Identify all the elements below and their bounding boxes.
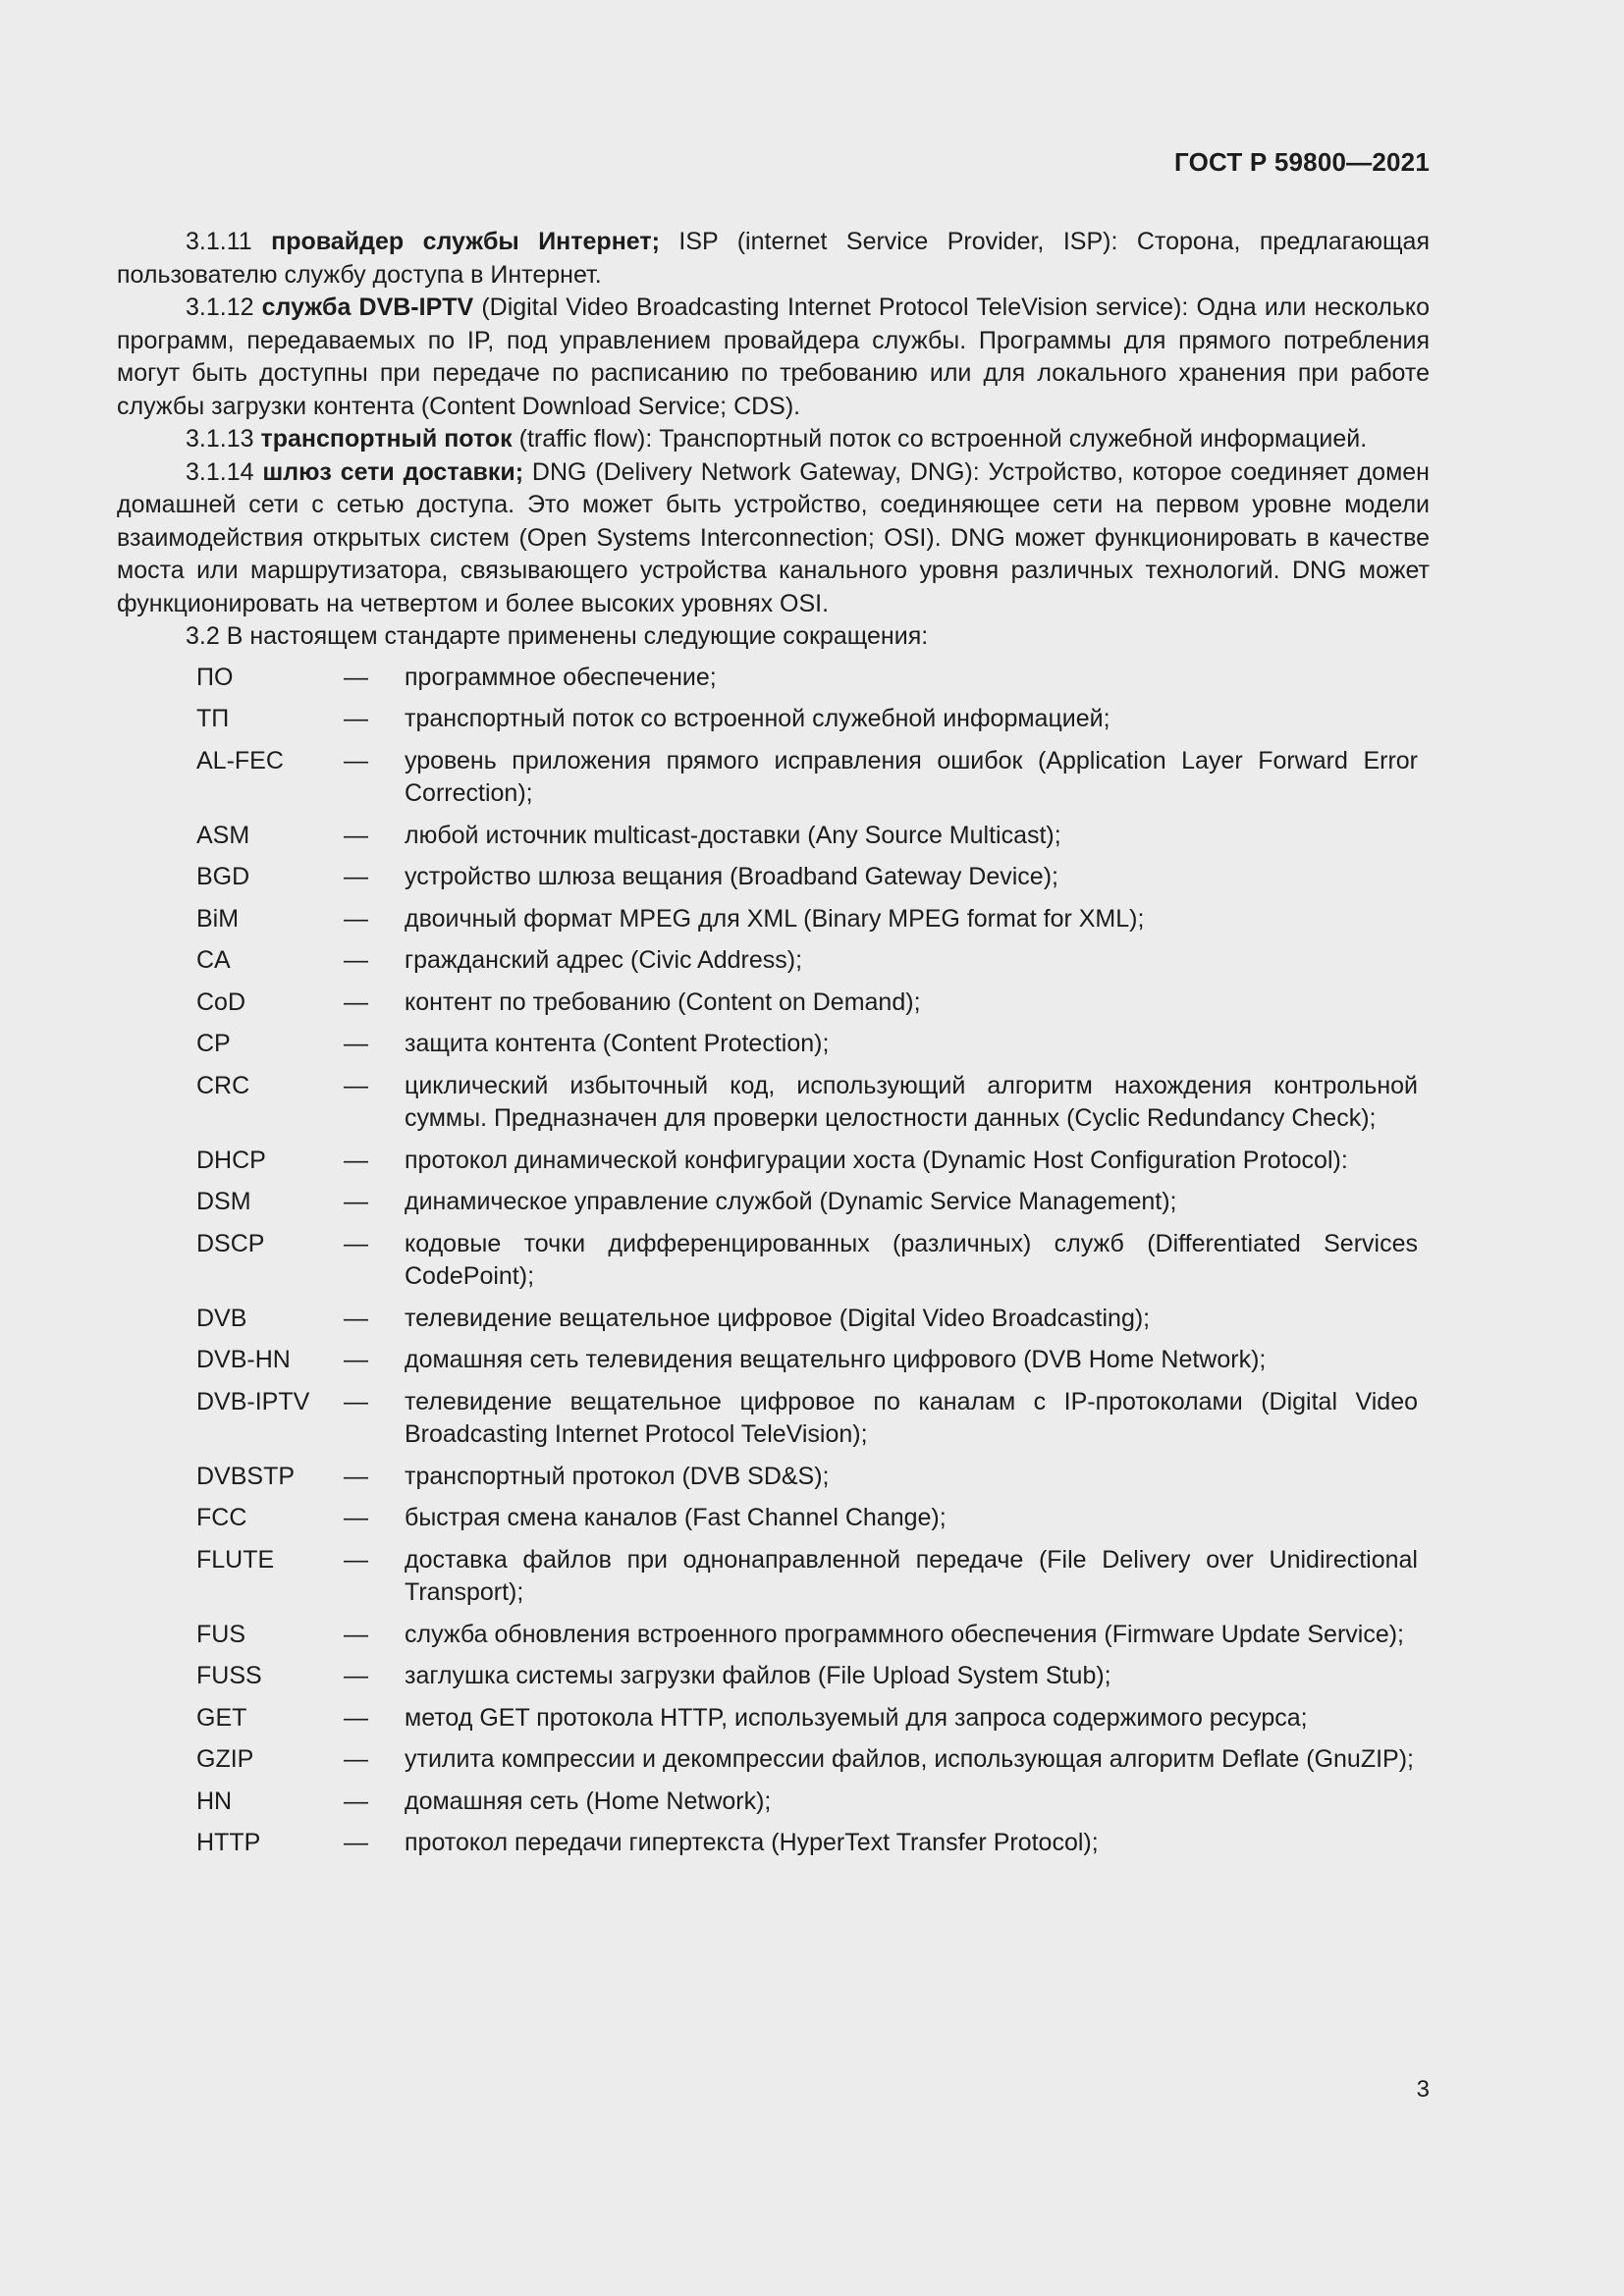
abbreviation-definition: телевидение вещательное цифровое по каналам с IP-протоколами (Digital Video Broadcasting Internet Protocol TeleVision); bbox=[405, 1387, 1418, 1448]
definition-3-1-12 bbox=[117, 292, 1430, 423]
definition-number: 3.1.11 bbox=[186, 228, 252, 255]
abbreviation-dash: — bbox=[344, 705, 368, 732]
abbreviation-term: DHCP bbox=[196, 1146, 266, 1174]
abbreviation-definition: доставка файлов при однонаправленной передаче (File Delivery over Unidirectional Transport); bbox=[405, 1545, 1418, 1606]
abbreviation-row bbox=[117, 1028, 1430, 1061]
abbreviation-definition: устройство шлюза вещания (Broadband Gateway Device); bbox=[405, 863, 1058, 890]
abbreviation-term: HN bbox=[196, 1787, 233, 1815]
abbreviation-row bbox=[117, 1743, 1430, 1777]
abbreviation-definition: протокол динамической конфигурации хоста (Dynamic Host Configuration Protocol): bbox=[405, 1146, 1348, 1174]
abbreviation-dash: — bbox=[344, 1188, 368, 1215]
abbreviation-term: DSM bbox=[196, 1188, 251, 1215]
definition-3-1-14 bbox=[117, 456, 1430, 621]
definition-number: 3.1.13 bbox=[186, 425, 254, 453]
abbreviation-row bbox=[117, 1702, 1430, 1735]
abbreviation-definition: заглушка системы загрузки файлов (File Upload System Stub); bbox=[405, 1662, 1111, 1689]
abbreviation-row bbox=[117, 1827, 1430, 1860]
abbreviation-dash: — bbox=[344, 1387, 368, 1415]
abbreviation-term: BiM bbox=[196, 904, 240, 933]
abbreviation-term: ASM bbox=[196, 821, 250, 849]
abbreviation-term: CA bbox=[196, 946, 231, 974]
definition-number: 3.1.12 bbox=[186, 294, 254, 321]
abbreviation-dash: — bbox=[344, 1745, 368, 1773]
page-number: 3 bbox=[1416, 2076, 1430, 2103]
abbreviation-term: ТП bbox=[196, 705, 230, 732]
abbreviation-term: DSCP bbox=[196, 1229, 265, 1257]
abbreviation-row bbox=[117, 820, 1430, 853]
abbreviation-row bbox=[117, 1786, 1430, 1819]
abbreviation-dash: — bbox=[344, 1787, 368, 1815]
abbreviation-row bbox=[117, 1070, 1430, 1136]
abbreviation-row bbox=[117, 1386, 1430, 1452]
definition-term: шлюз сети доставки; bbox=[262, 457, 524, 486]
definition-3-1-13 bbox=[117, 423, 1430, 456]
abbreviation-dash: — bbox=[344, 1304, 368, 1332]
definition-term: провайдер службы Интернет; bbox=[271, 228, 660, 255]
abbreviation-definition: быстрая смена каналов (Fast Channel Change); bbox=[405, 1504, 947, 1531]
abbreviation-row bbox=[117, 662, 1430, 695]
abbreviation-row bbox=[117, 1303, 1430, 1336]
definition-term: служба DVB-IPTV bbox=[261, 294, 474, 321]
abbreviation-dash: — bbox=[344, 863, 368, 890]
abbreviation-definition: кодовые точки дифференцированных (различных) служб (Differentiated Services CodePoint); bbox=[405, 1229, 1418, 1290]
abbreviation-term: FUS bbox=[196, 1620, 245, 1648]
abbreviation-dash: — bbox=[344, 904, 368, 933]
abbreviation-definition: циклический избыточный код, использующий алгоритм нахождения контрольной суммы. Предназначен для проверки целостности данных (Cyclic Redundancy Check); bbox=[405, 1071, 1418, 1132]
abbreviation-row bbox=[117, 1228, 1430, 1294]
abbreviation-dash: — bbox=[344, 1229, 368, 1257]
abbreviation-dash: — bbox=[344, 1620, 368, 1648]
abbreviation-definition: уровень приложения прямого исправления ошибок (Application Layer Forward Error Correction); bbox=[405, 746, 1418, 807]
abbreviation-definition: контент по требованию (Content on Demand); bbox=[405, 988, 921, 1016]
definition-text: (Digital Video Broadcasting Internet Protocol TeleVision service): Одна или несколько программ, передаваемых по IP, под управлением провайдера службы. Программы для прямого потребления могут быть доступны при передаче по расписанию по требованию или для локального хранения при работе службы загрузки контента (Content Download Service; CDS). bbox=[117, 294, 1430, 420]
abbreviation-dash: — bbox=[344, 1071, 368, 1099]
abbreviation-term: BGD bbox=[196, 863, 250, 890]
abbreviation-row bbox=[117, 745, 1430, 811]
abbreviation-term: AL-FEC bbox=[196, 746, 284, 774]
abbreviation-dash: — bbox=[344, 821, 368, 849]
abbreviation-definition: динамическое управление службой (Dynamic Service Management); bbox=[405, 1188, 1177, 1215]
abbreviation-row bbox=[117, 903, 1430, 936]
abbreviation-term: GZIP bbox=[196, 1745, 254, 1773]
abbreviation-dash: — bbox=[344, 1462, 368, 1490]
abbreviation-definition: программное обеспечение; bbox=[405, 663, 717, 691]
abbreviation-term: CoD bbox=[196, 988, 246, 1016]
abbreviation-term: CRC bbox=[196, 1071, 250, 1099]
abbreviation-definition: транспортный протокол (DVB SD&S); bbox=[405, 1462, 830, 1490]
abbreviation-dash: — bbox=[344, 1504, 368, 1531]
abbreviation-row bbox=[117, 703, 1430, 736]
abbreviation-term: ПО bbox=[196, 663, 234, 691]
abbreviation-term: DVB-HN bbox=[196, 1346, 291, 1373]
abbreviation-dash: — bbox=[344, 988, 368, 1016]
definition-text: DNG (Delivery Network Gateway, DNG): Устройство, которое соединяет домен домашней сети с сетью доступа. Это может быть устройство, соединяющее сети на первом уровне модели взаимодействия открытых систем (Open Systems Interconnection; OSI). DNG может функционировать в качестве моста или маршрутизатора, связывающего устройства канального уровня различных технологий. DNG может функционировать на четвертом и более высоких уровнях OSI. bbox=[117, 457, 1430, 617]
abbreviation-dash: — bbox=[344, 746, 368, 774]
abbreviation-row bbox=[117, 1461, 1430, 1494]
abbreviation-row bbox=[117, 1544, 1430, 1610]
abbreviation-term: DVBSTP bbox=[196, 1462, 296, 1490]
abbreviation-dash: — bbox=[344, 1030, 368, 1057]
abbreviation-definition: любой источник multicast-доставки (Any Source Multicast); bbox=[405, 821, 1061, 849]
abbreviation-definition: двоичный формат MPEG для XML (Binary MPEG format for XML); bbox=[405, 904, 1145, 933]
abbreviation-row bbox=[117, 861, 1430, 894]
definition-text: ISP (internet Service Provider, ISP): Сторона, предлагающая пользователю службу доступа в Интернет. bbox=[117, 228, 1431, 289]
abbreviation-definition: служба обновления встроенного программного обеспечения (Firmware Update Service); bbox=[405, 1620, 1404, 1648]
abbreviation-row bbox=[117, 1186, 1430, 1219]
abbreviation-row bbox=[117, 987, 1430, 1020]
abbreviation-row bbox=[117, 1344, 1430, 1377]
abbreviation-definition: защита контента (Content Protection); bbox=[405, 1030, 830, 1057]
abbreviation-term: DVB bbox=[196, 1304, 247, 1332]
abbreviation-term: HTTP bbox=[196, 1829, 261, 1856]
abbreviation-definition: телевидение вещательное цифровое (Digital Video Broadcasting); bbox=[405, 1304, 1151, 1332]
abbreviation-term: GET bbox=[196, 1703, 247, 1732]
abbreviation-dash: — bbox=[344, 1346, 368, 1373]
abbreviation-term: CP bbox=[196, 1030, 231, 1057]
abbreviation-row bbox=[117, 1145, 1430, 1178]
abbreviation-definition: метод GET протокола HTTP, используемый для запроса содержимого ресурса; bbox=[405, 1703, 1308, 1732]
abbreviation-term: DVB-IPTV bbox=[196, 1387, 310, 1415]
abbreviation-dash: — bbox=[344, 1146, 368, 1174]
abbreviation-row bbox=[117, 1660, 1430, 1693]
abbreviation-row bbox=[117, 1502, 1430, 1535]
abbreviation-definition: домашняя сеть телевидения вещательнго цифрового (DVB Home Network); bbox=[405, 1346, 1267, 1373]
definition-number: 3.1.14 bbox=[186, 457, 254, 486]
definition-term: транспортный поток bbox=[260, 425, 513, 453]
abbreviation-dash: — bbox=[344, 946, 368, 974]
abbreviation-dash: — bbox=[344, 1829, 368, 1856]
page-content bbox=[117, 226, 1430, 1869]
definition-3-1-11 bbox=[117, 226, 1430, 292]
abbreviation-definition: гражданский адрес (Civic Address); bbox=[405, 946, 803, 974]
abbreviation-dash: — bbox=[344, 1545, 368, 1574]
abbreviation-dash: — bbox=[344, 663, 368, 691]
abbreviation-dash: — bbox=[344, 1662, 368, 1689]
abbreviation-row bbox=[117, 1619, 1430, 1652]
abbreviation-term: FCC bbox=[196, 1504, 247, 1531]
abbreviation-term: FLUTE bbox=[196, 1545, 275, 1574]
abbreviation-dash: — bbox=[344, 1703, 368, 1732]
abbreviation-term: FUSS bbox=[196, 1662, 262, 1689]
abbreviation-definition: домашняя сеть (Home Network); bbox=[405, 1787, 772, 1815]
abbreviations-intro: 3.2 В настоящем стандарте применены следующие сокращения: bbox=[186, 622, 929, 650]
abbreviations-list bbox=[117, 662, 1430, 1860]
document-header: ГОСТ Р 59800—2021 bbox=[1174, 147, 1430, 177]
abbreviation-definition: утилита компрессии и декомпрессии файлов, использующая алгоритм Deflate (GnuZIP); bbox=[405, 1745, 1415, 1773]
abbreviation-definition: транспортный поток со встроенной служебной информацией; bbox=[405, 705, 1110, 732]
abbreviation-definition: протокол передачи гипертекста (HyperText Transfer Protocol); bbox=[405, 1829, 1099, 1856]
abbreviation-row bbox=[117, 944, 1430, 978]
definition-text: (traffic flow): Транспортный поток со встроенной служебной информацией. bbox=[518, 425, 1368, 453]
